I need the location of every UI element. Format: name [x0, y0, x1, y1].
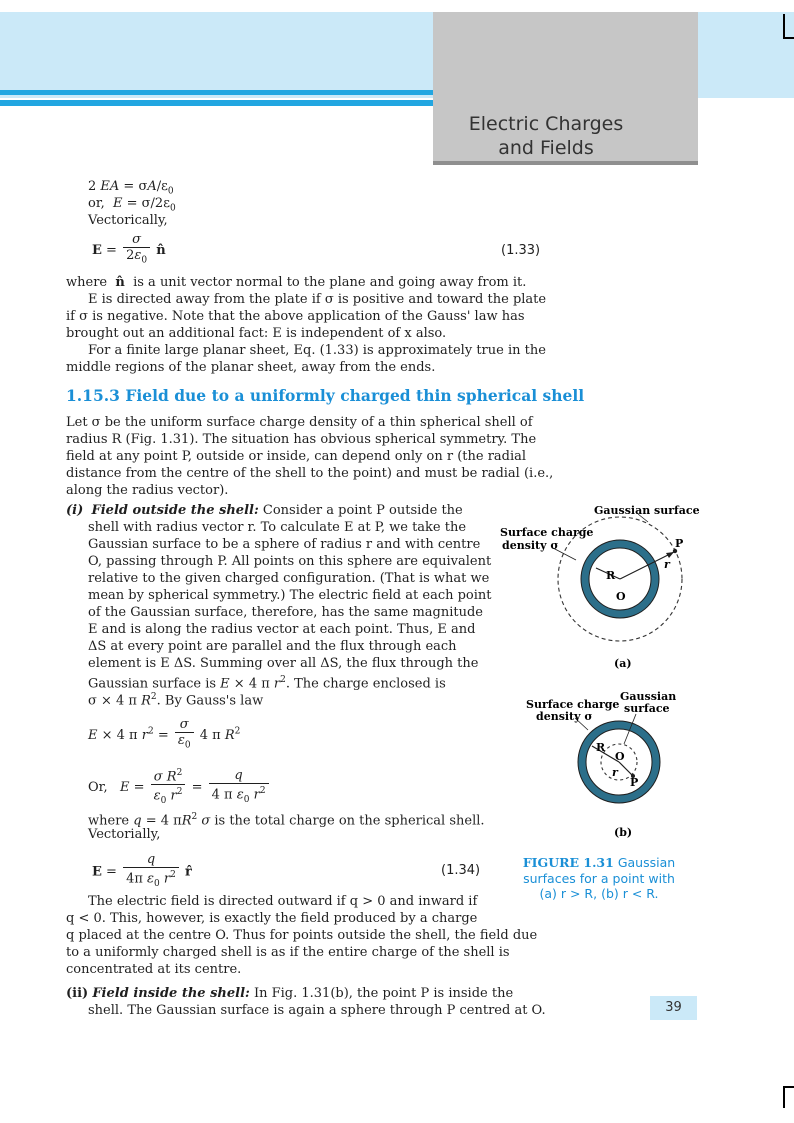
paragraph-line: σ × 4 π $R^2$. By Gauss's law [88, 692, 264, 709]
svg-text:surface: surface [624, 702, 670, 715]
paragraph-line: ΔS at every point are parallel and the flux through each [88, 639, 457, 654]
chapter-title-box [433, 12, 698, 165]
svg-text:Surface charge: Surface charge [526, 698, 620, 711]
equation-number: (1.33) [501, 243, 541, 258]
paragraph-line: element is E ΔS. Summing over all ΔS, the flux through the [88, 656, 479, 671]
svg-text:O: O [615, 750, 625, 763]
svg-text:(b): (b) [614, 826, 633, 839]
equation-number: (1.34) [441, 863, 481, 878]
svg-text:density σ: density σ [536, 710, 593, 723]
paragraph-line: Gaussian surface to be a sphere of radius r and with centre [88, 537, 481, 552]
equation-line: 2 EA = $\sigma A/\varepsilon_0$ [88, 179, 174, 197]
svg-text:O: O [616, 590, 626, 603]
paragraph-line: Gaussian surface is E × 4 π $r^2$. The charge enclosed is [88, 675, 446, 692]
svg-text:P: P [675, 537, 684, 550]
svg-text:density σ: density σ [502, 539, 559, 552]
paragraph-line: O, passing through P. All points on this sphere are equivalent [88, 554, 492, 569]
crop-mark [783, 14, 785, 38]
svg-text:Surface charge: Surface charge [500, 526, 594, 539]
crop-mark [783, 1086, 794, 1088]
paragraph-line: middle regions of the planar sheet, away from the ends. [66, 360, 436, 375]
paragraph-line: Vectorially, [88, 827, 161, 842]
svg-text:r: r [664, 558, 670, 571]
radius-r-arrow [619, 762, 632, 775]
paragraph-line: field at any point P, outside or inside, can depend only on r (the radial [66, 449, 527, 464]
paragraph-line: mean by spherical symmetry.) The electric field at each point [88, 588, 492, 603]
equation-line: or, $E = \sigma/2\varepsilon_0$ [88, 196, 176, 214]
svg-text:R: R [596, 741, 606, 754]
paragraph-line: if σ is negative. Note that the above application of the Gauss' law has [66, 309, 525, 324]
svg-text:R: R [606, 569, 616, 582]
svg-text:(a): (a) [614, 657, 632, 670]
svg-text:Gaussian: Gaussian [620, 690, 677, 703]
paragraph-line: q placed at the centre O. Thus for points outside the shell, the field due [66, 928, 538, 943]
paragraph-line: brought out an additional fact: E is independent of x also. [66, 326, 447, 341]
paragraph-line: The electric field is directed outward if q > 0 and inward if [88, 894, 478, 909]
paragraph-line: relative to the given charged configuration. (That is what we [88, 571, 490, 586]
page-number: 39 [650, 996, 697, 1020]
equation-1-34: E = $\frac{q}{4\pi \varepsilon_0 r^2}$ r̂ [92, 852, 192, 889]
paragraph-line: where q = 4 $\pi R^2$ σ is the total charge on the spherical shell. [88, 812, 485, 829]
equation-1-33: E = $\frac{\sigma}{2\varepsilon_0}$ n̂ [92, 232, 166, 266]
vectorically-label: Vectorically, [88, 213, 168, 228]
paragraph-line: shell. The Gaussian surface is again a sphere through P centred at O. [88, 1003, 546, 1018]
header-stripe [0, 100, 433, 106]
figure-caption: FIGURE 1.31 Gaussian surfaces for a point with (a) r > R, (b) r < R. [522, 855, 676, 901]
paragraph-line: E is directed away from the plate if σ is positive and toward the plate [88, 292, 547, 307]
item-ii-heading: (ii) Field inside the shell: In Fig. 1.31(b), the point P is inside the [66, 986, 514, 1001]
paragraph-line: of the Gaussian surface, therefore, has the same magnitude [88, 605, 483, 620]
paragraph-line: concentrated at its centre. [66, 962, 242, 977]
item-i-heading: (i) Field outside the shell: Consider a point P outside the [66, 503, 463, 518]
paragraph-line: distance from the centre of the shell to the point) and must be radial (i.e., [66, 466, 554, 481]
chapter-title: Electric Charges and Fields [468, 113, 624, 159]
equation-gauss: E × 4 π $r^2$ = $\frac{\sigma}{\varepsilon_0}$ 4 π $R^2$ [88, 717, 241, 751]
figure-1-31-a [498, 500, 708, 675]
crop-mark [783, 37, 794, 39]
equation-field-out: Or, E = $\frac{\sigma R^2}{\varepsilon_0 r^2}$ = $\frac{q}{4 \pi \varepsilon_0 r^2}$ [88, 766, 271, 809]
paragraph-line: to a uniformly charged shell is as if the entire charge of the shell is [66, 945, 510, 960]
paragraph-line: For a finite large planar sheet, Eq. (1.33) is approximately true in the [88, 343, 546, 358]
paragraph-line: Let σ be the uniform surface charge density of a thin spherical shell of [66, 415, 533, 430]
svg-text:r: r [612, 766, 618, 779]
paragraph-line: radius R (Fig. 1.31). The situation has obvious spherical symmetry. The [66, 432, 537, 447]
paragraph-line: shell with radius vector r. To calculate E at P, we take the [88, 520, 467, 535]
paragraph-line: along the radius vector). [66, 483, 229, 498]
figure-1-31-b [520, 690, 700, 840]
section-heading: 1.15.3 Field due to a uniformly charged thin spherical shell [66, 386, 585, 405]
svg-text:Gaussian surface: Gaussian surface [594, 504, 700, 517]
crop-mark [783, 1086, 785, 1108]
paragraph-line: where n̂ is a unit vector normal to the plane and going away from it. [66, 275, 527, 290]
paragraph-line: E and is along the radius vector at each point. Thus, E and [88, 622, 476, 637]
svg-text:P: P [630, 776, 639, 789]
header-stripe [0, 90, 433, 95]
paragraph-line: q < 0. This, however, is exactly the field produced by a charge [66, 911, 478, 926]
